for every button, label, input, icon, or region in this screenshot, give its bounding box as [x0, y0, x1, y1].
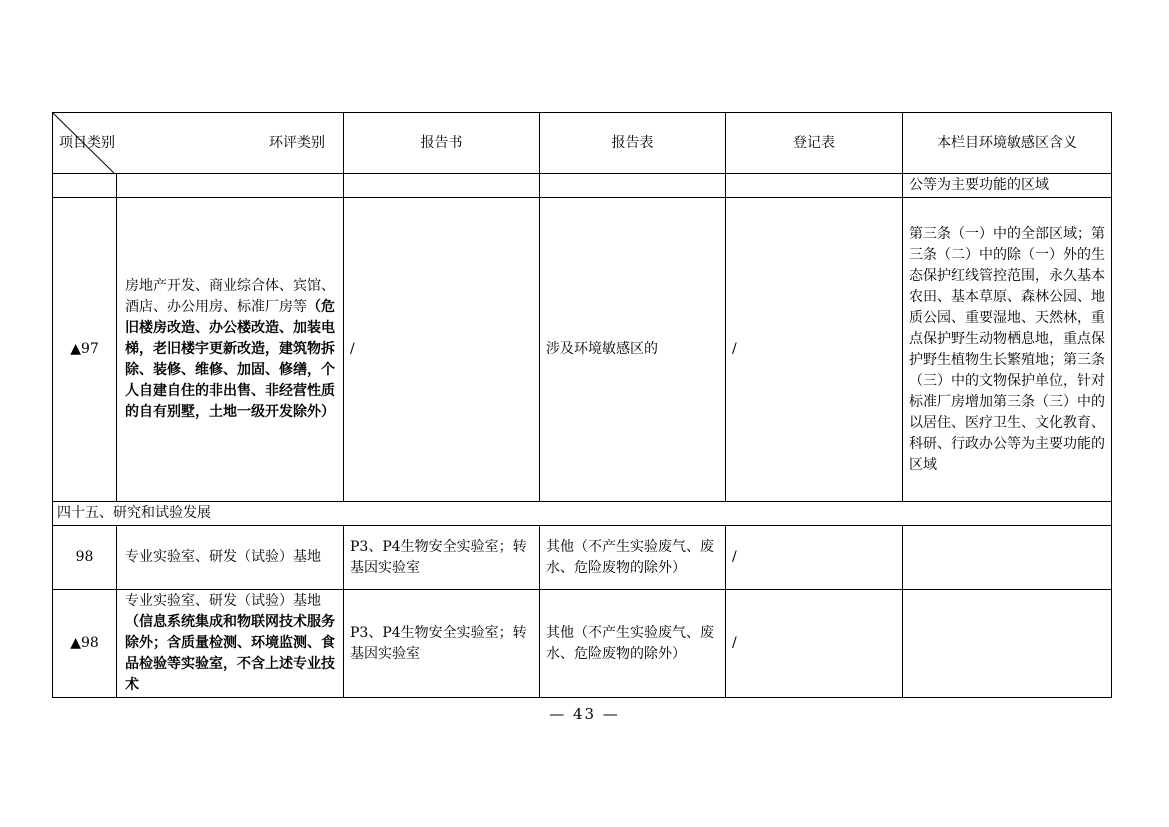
table-row-98 — [53, 526, 1112, 590]
row97-report-form: 涉及环境敏感区的 — [540, 198, 726, 502]
eia-classification-table — [52, 112, 1112, 698]
row97-sensitive-area: 第三条（一）中的全部区域；第三条（二）中的除（一）外的生态保护红线管控范围，永久基本农田、基本草原、森林公园、地质公园、重要湿地、天然林，重点保护野生动物栖息地，重点保护野生植物生长繁殖地；第三条（三）中的文物保护单位，针对标准厂房增加第三条（三）中的以居住、医疗卫生、文化教育、科研、行政办公等为主要功能的区域 — [903, 198, 1112, 502]
header-report-form: 报告表 — [540, 113, 726, 174]
cell-number — [53, 174, 117, 198]
row98b-category-plain: 专业实验室、研发（试验）基地 — [125, 593, 321, 609]
section-45-title: 四十五、研究和试验发展 — [53, 502, 1112, 526]
row98b-category-exceptions: （信息系统集成和物联网技术服务除外；含质量检测、环境监测、食品检验等实验室，不含上述专业技术 — [125, 614, 335, 693]
row98b-report-form: 其他（不产生实验废气、废水、危险废物的除外） — [540, 590, 726, 698]
header-project-category: 项目类别 — [59, 135, 115, 151]
section-45-row — [53, 502, 1112, 526]
page-number: — 43 — — [549, 705, 620, 723]
row98b-category — [117, 590, 344, 698]
row98-registration-form: / — [726, 526, 903, 590]
row98b-sensitive-area — [903, 590, 1112, 698]
row98b-report-book: P3、P4生物安全实验室；转基因实验室 — [344, 590, 540, 698]
cell-sensitive-area: 公等为主要功能的区域 — [903, 174, 1112, 198]
header-report-book: 报告书 — [344, 113, 540, 174]
row98b-number: ▲98 — [53, 590, 117, 698]
table-row-97 — [53, 198, 1112, 502]
header-registration-form: 登记表 — [726, 113, 903, 174]
row98-report-book: P3、P4生物安全实验室；转基因实验室 — [344, 526, 540, 590]
row98-number: 98 — [53, 526, 117, 590]
table-row-continued — [53, 174, 1112, 198]
row98b-registration-form: / — [726, 590, 903, 698]
cell-report-form — [540, 174, 726, 198]
header-sensitive-area: 本栏目环境敏感区含义 — [903, 113, 1112, 174]
row97-category-plain: 房地产开发、商业综合体、宾馆、酒店、办公用房、标准厂房等 — [125, 278, 335, 315]
header-diagonal-cell — [53, 113, 344, 174]
row97-report-book: / — [344, 198, 540, 502]
cell-report-book — [344, 174, 540, 198]
cell-registration-form — [726, 174, 903, 198]
row97-registration-form: / — [726, 198, 903, 502]
row98-report-form: 其他（不产生实验废气、废水、危险废物的除外） — [540, 526, 726, 590]
row98-category: 专业实验室、研发（试验）基地 — [117, 526, 344, 590]
row98-sensitive-area — [903, 526, 1112, 590]
table-header-row — [53, 113, 1112, 174]
row97-number: ▲97 — [53, 198, 117, 502]
row97-category-exceptions: （危旧楼房改造、办公楼改造、加装电梯，老旧楼宇更新改造，建筑物拆除、装修、维修、加固、修缮，个人自建自住的非出售、非经营性质的自有别墅，土地一级开发除外） — [125, 299, 335, 420]
header-eia-category: 环评类别 — [269, 135, 325, 151]
row97-category — [117, 198, 344, 502]
cell-category — [117, 174, 344, 198]
table-row-98b — [53, 590, 1112, 698]
